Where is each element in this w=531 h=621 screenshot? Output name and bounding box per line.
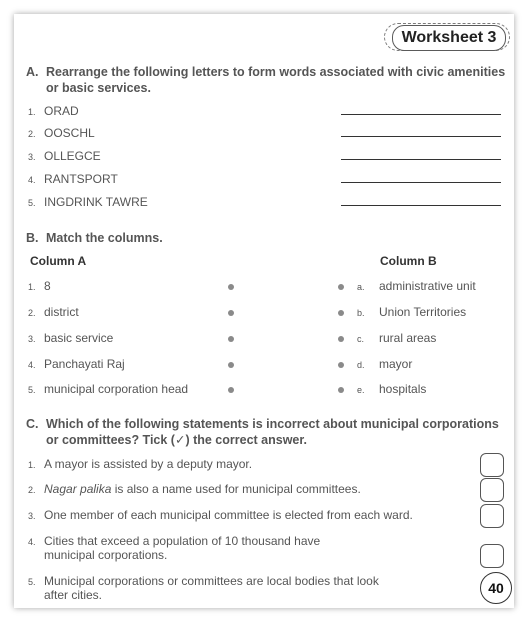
match-right-letter: a. bbox=[357, 282, 365, 292]
statement-item: 1. A mayor is assisted by a deputy mayor. bbox=[28, 457, 253, 471]
rearrange-item: 5. INGDRINK TAWRE bbox=[28, 195, 148, 209]
match-dot-left[interactable] bbox=[228, 310, 234, 316]
match-dot-left[interactable] bbox=[228, 362, 234, 368]
match-left-item: 3. basic service bbox=[28, 331, 114, 345]
rearrange-item: 4. RANTSPORT bbox=[28, 172, 118, 186]
statement-item: 3. One member of each municipal committee is elected from each ward. bbox=[28, 508, 413, 522]
match-right-item: hospitals bbox=[379, 382, 427, 396]
match-right-letter: c. bbox=[357, 334, 365, 344]
worksheet-page bbox=[14, 14, 514, 608]
match-dot-left[interactable] bbox=[228, 387, 234, 393]
tick-box[interactable] bbox=[480, 453, 504, 477]
tick-box[interactable] bbox=[480, 478, 504, 502]
match-left-item: 1. 8 bbox=[28, 279, 51, 293]
column-b-header: Column B bbox=[380, 254, 437, 268]
match-dot-right[interactable] bbox=[338, 387, 344, 393]
answer-line[interactable] bbox=[341, 136, 501, 137]
section-c-heading: C. Which of the following statements is incorrect about municipal corporations or committees? Tick (✓) the correct answer. bbox=[26, 417, 499, 447]
answer-line[interactable] bbox=[341, 182, 501, 183]
match-right-item: rural areas bbox=[379, 331, 437, 345]
answer-line[interactable] bbox=[341, 205, 501, 206]
rearrange-item: 2. OOSCHL bbox=[28, 126, 95, 140]
match-right-letter: b. bbox=[357, 308, 365, 318]
match-right-letter: e. bbox=[357, 385, 365, 395]
match-right-item: administrative unit bbox=[379, 279, 476, 293]
answer-line[interactable] bbox=[341, 114, 501, 115]
match-dot-left[interactable] bbox=[228, 284, 234, 290]
match-left-item: 5. municipal corporation head bbox=[28, 382, 189, 396]
match-dot-right[interactable] bbox=[338, 336, 344, 342]
column-a-header: Column A bbox=[30, 254, 87, 268]
match-dot-right[interactable] bbox=[338, 310, 344, 316]
tick-box[interactable] bbox=[480, 504, 504, 528]
match-left-item: 2. district bbox=[28, 305, 79, 319]
match-right-item: Union Territories bbox=[379, 305, 467, 319]
match-right-item: mayor bbox=[379, 357, 413, 371]
worksheet-title: Worksheet 3 bbox=[392, 25, 506, 51]
statement-item: 5. Municipal corporations or committees are local bodies that look after cities. bbox=[28, 574, 379, 602]
section-b-heading: B. Match the columns. bbox=[26, 231, 163, 245]
match-dot-right[interactable] bbox=[338, 362, 344, 368]
rearrange-item: 3. OLLEGCE bbox=[28, 149, 101, 163]
rearrange-item: 1. ORAD bbox=[28, 104, 79, 118]
match-dot-right[interactable] bbox=[338, 284, 344, 290]
match-dot-left[interactable] bbox=[228, 336, 234, 342]
match-left-item: 4. Panchayati Raj bbox=[28, 357, 125, 371]
statement-item: 2. Nagar palika is also a name used for municipal committees. bbox=[28, 482, 361, 496]
match-right-letter: d. bbox=[357, 360, 365, 370]
statement-item: 4. Cities that exceed a population of 10 thousand have municipal corporations. bbox=[28, 534, 321, 562]
page-number: 40 bbox=[480, 572, 512, 604]
section-a-heading: A. Rearrange the following letters to form words associated with civic amenities or basic services. bbox=[26, 65, 506, 95]
answer-line[interactable] bbox=[341, 159, 501, 160]
tick-box[interactable] bbox=[480, 544, 504, 568]
